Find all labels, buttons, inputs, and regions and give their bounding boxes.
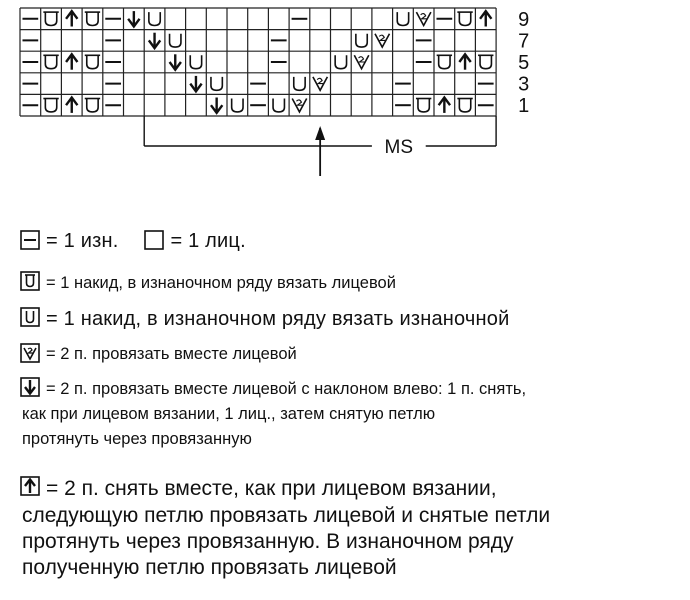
k2tog-numeral-mark xyxy=(359,57,365,62)
k2tog-symbol-icon xyxy=(20,343,40,363)
legend-row-sl2-k1-psso-continued xyxy=(22,503,550,581)
yarn-over-knit-mark xyxy=(459,12,470,25)
legend-ssk-line: протянуть через провязанную xyxy=(22,430,252,448)
legend-row-yarn-over-knit xyxy=(20,271,396,295)
yarn-over-purl-mark xyxy=(232,99,243,112)
legend-sl2-k1-psso-text-continued xyxy=(22,503,550,581)
row-label: 3 xyxy=(518,73,530,96)
center-arrow-head xyxy=(315,126,325,140)
ssk-symbol-icon xyxy=(20,377,40,397)
purl-symbol-icon xyxy=(20,230,40,250)
row-label: 5 xyxy=(518,52,530,74)
row-label: 9 xyxy=(518,8,530,31)
legend-row-purl-knit xyxy=(20,230,246,252)
legend-row-yarn-over-purl xyxy=(20,307,509,332)
sl2-k1-psso-symbol-icon xyxy=(20,476,40,496)
legend-ssk-line: как при лицевом вязании, 1 лиц., затем снятую петлю xyxy=(22,405,436,423)
yarn-over-purl-mark xyxy=(273,99,284,112)
yarn-over-knit-mark xyxy=(480,55,491,68)
yarn-over-knit-mark xyxy=(87,55,98,68)
legend-sl2-line: = 2 п. снять вместе, как при лицевом вязании, xyxy=(46,477,497,500)
yarn-over-purl-mark xyxy=(149,12,160,25)
yarn-over-knit-mark xyxy=(439,55,450,68)
yarn-over-purl-mark xyxy=(170,34,181,47)
row-label: 7 xyxy=(518,30,530,53)
yarn-over-knit-mark xyxy=(87,99,98,112)
yarn-over-knit-mark xyxy=(418,99,429,112)
yarn-over-knit-mark xyxy=(459,99,470,112)
k2tog-numeral-mark xyxy=(379,35,385,40)
yarn-over-knit-mark xyxy=(45,12,56,25)
legend-yarn-over-purl-text: = 1 накид, в изнаночном ряду вязать изнаночной xyxy=(46,308,510,330)
legend-sl2-line: следующую петлю провязать лицевой и снятые петли xyxy=(22,504,551,527)
knitting-chart xyxy=(0,0,690,200)
yarn-over-purl-mark xyxy=(294,77,305,90)
legend-ssk-text xyxy=(46,377,526,402)
yarn-over-knit-mark xyxy=(87,12,98,25)
legend-purl-text: = 1 изн. xyxy=(46,230,119,252)
yarn-over-purl-mark xyxy=(397,12,408,25)
legend-sl2-k1-psso-text xyxy=(46,476,497,502)
yarn-over-purl-mark xyxy=(190,55,201,68)
k2tog-numeral-mark xyxy=(317,78,323,83)
yarn-over-purl-mark xyxy=(211,77,222,90)
legend-yarn-over-knit-text: = 1 накид, в изнаночном ряду вязать лицевой xyxy=(46,274,396,292)
k2tog-numeral-mark xyxy=(421,14,427,19)
yarn-over-knit-mark xyxy=(45,55,56,68)
yarn-over-purl-mark xyxy=(335,55,346,68)
legend-row-sl2-k1-psso xyxy=(20,476,497,502)
legend-sl2-line: протянуть через провязанную. В изнаночном ряду xyxy=(22,530,514,553)
legend-k2tog-text: = 2 п. провязать вместе лицевой xyxy=(46,345,297,363)
yarn-over-knit-mark xyxy=(45,99,56,112)
legend-knit-text: = 1 лиц. xyxy=(170,230,246,252)
legend-ssk-line: = 2 п. провязать вместе лицевой с наклоном влево: 1 п. снять, xyxy=(46,380,527,398)
yarn-over-knit-symbol-icon xyxy=(20,271,40,291)
legend-row-ssk xyxy=(20,377,526,402)
legend-row-k2tog xyxy=(20,343,297,365)
k2tog-numeral-mark xyxy=(296,100,302,105)
yarn-over-purl-mark xyxy=(356,34,367,47)
yarn-over-purl-symbol-icon xyxy=(20,307,40,327)
legend-ssk-text-continued xyxy=(22,402,435,452)
row-label: 1 xyxy=(518,95,530,118)
legend-row-ssk-continued xyxy=(22,402,435,452)
repeat-label: MS xyxy=(384,137,414,158)
legend-sl2-line: полученную петлю провязать лицевой xyxy=(22,556,397,579)
knit-symbol-icon xyxy=(144,230,164,250)
